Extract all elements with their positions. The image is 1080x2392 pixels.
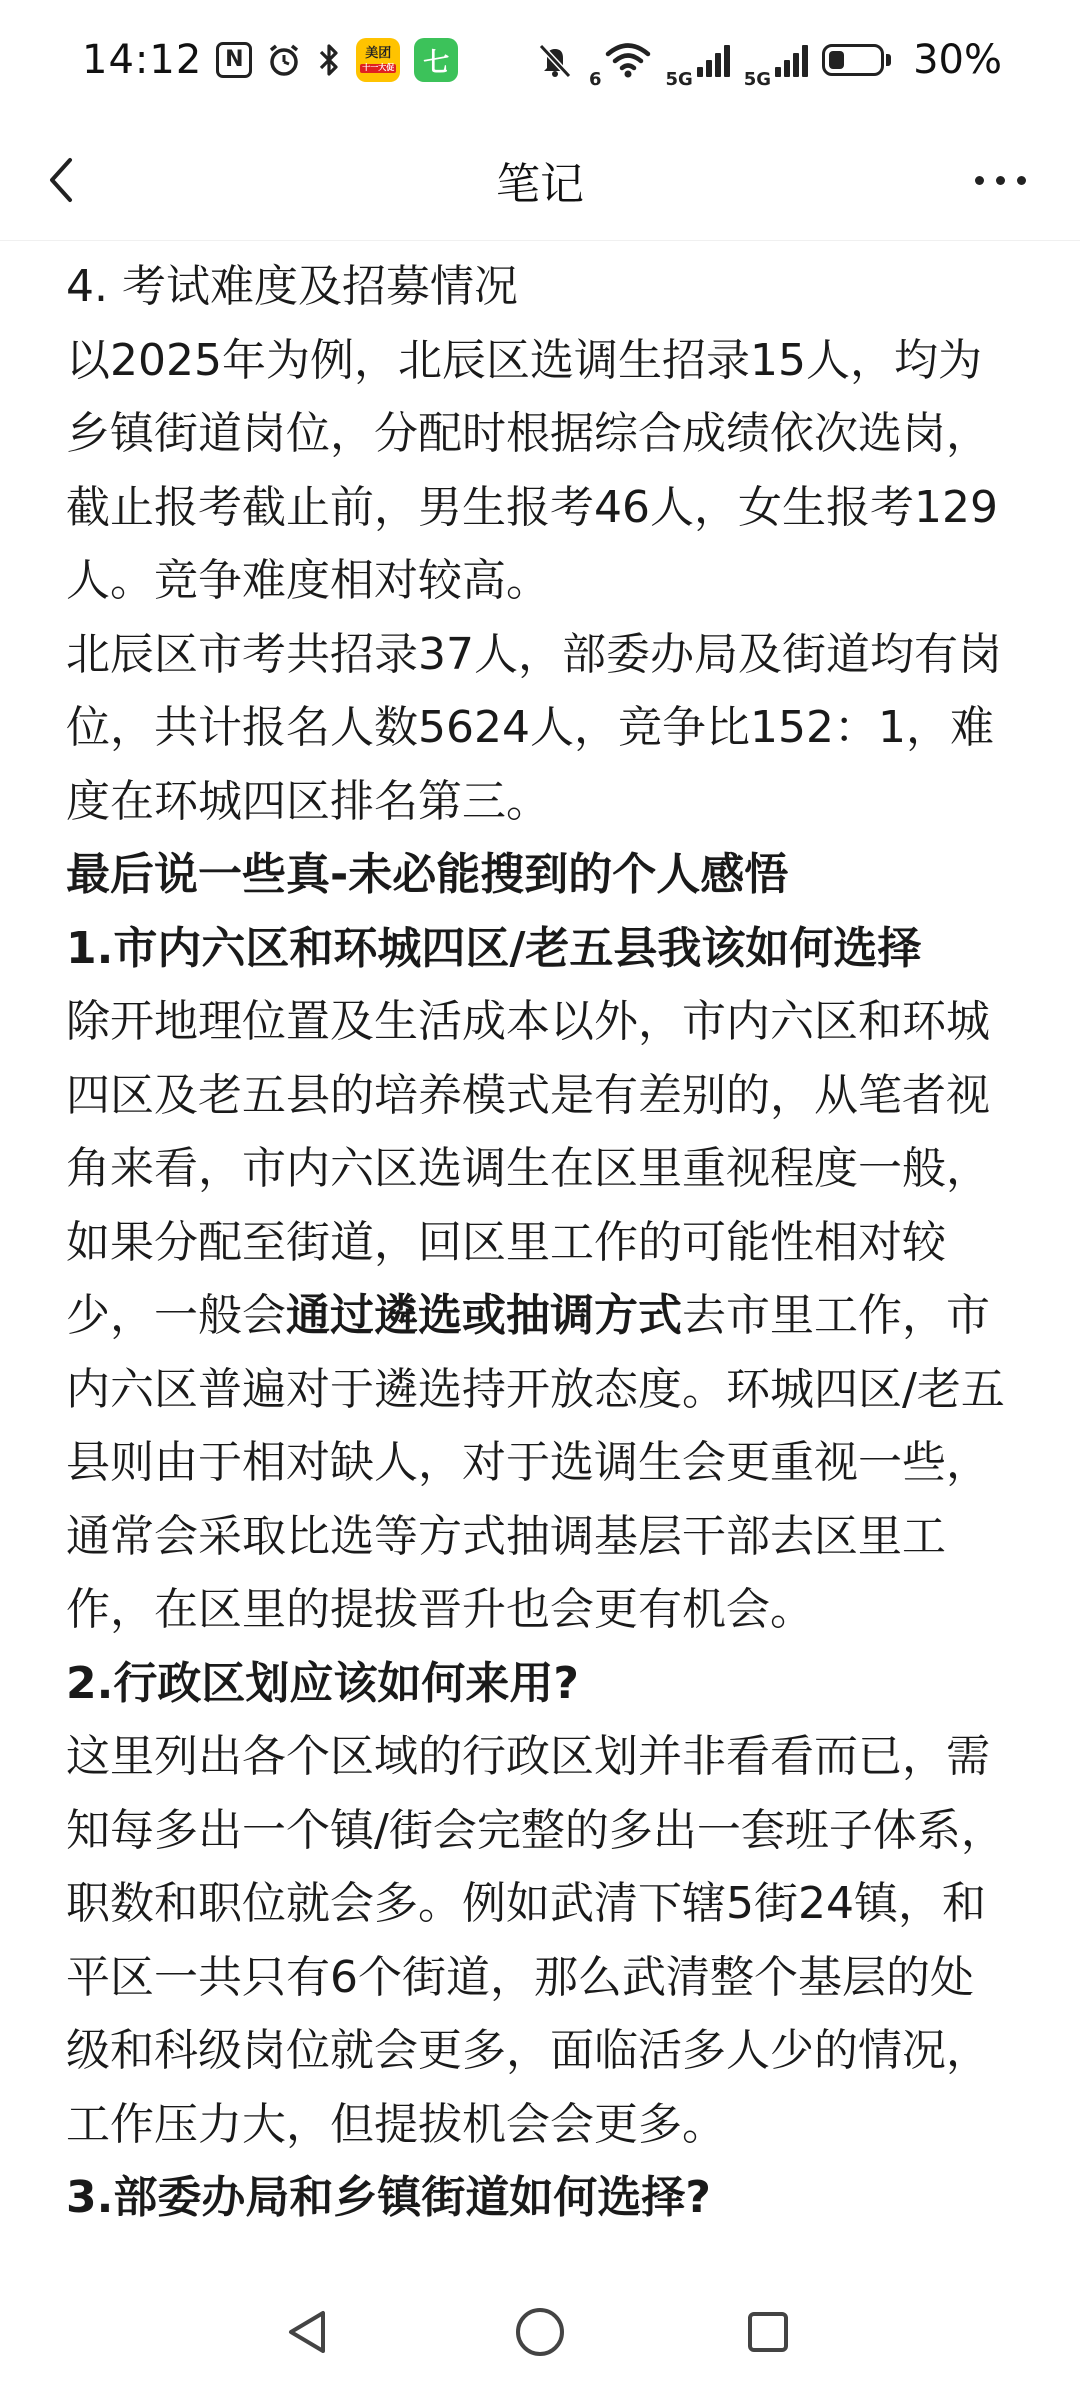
green-app-icon: 七 (414, 38, 458, 82)
paragraph-text-part: 去市里工作，市内六区普遍对于遴选持开放态度。环城四区/老五县则由于相对缺人，对于选调生会更重视一些，通常会采取比选等方式抽调基层干部去区里工作，在区里的提拔晋升也会更有机会。 (66, 1290, 1005, 1635)
back-button[interactable] (30, 148, 94, 212)
nav-recents-button[interactable] (738, 2302, 798, 2362)
chevron-left-icon (42, 154, 82, 206)
sim2-signal-icon (775, 43, 808, 77)
page-title: 笔记 (496, 159, 584, 210)
bluetooth-icon (316, 42, 342, 78)
sim1-signal-icon (697, 43, 730, 77)
nav-back-button[interactable] (278, 2302, 338, 2362)
triangle-back-icon (283, 2307, 333, 2357)
paragraph-text-part: 除开地理位置及生活成本以外，市内六区和环城四区及老五县的培养模式是有差别的，从笔者视角来看，市内六区选调生在区里重视程度一般，如果分配至街道，回区里工作的可能性相对较少，一般会 (66, 996, 990, 1341)
meituan-label: 美团 (365, 46, 392, 62)
meituan-sub-label: 十一大促 (362, 62, 395, 72)
sim1-network-label: 5G (665, 68, 693, 90)
note-content (66, 250, 1016, 2270)
more-dot (996, 176, 1005, 185)
mute-bell-icon (535, 40, 575, 80)
more-dot (975, 176, 984, 185)
nav-home-button[interactable] (510, 2302, 570, 2362)
more-dot (1017, 176, 1026, 185)
wifi-label: 6 (588, 68, 602, 90)
circle-home-icon (512, 2304, 568, 2360)
heading-personal-insights: 最后说一些真-未必能搜到的个人感悟 (66, 849, 789, 900)
system-nav-bar (0, 2272, 1080, 2392)
status-time: 14:12 (82, 37, 203, 83)
square-recents-icon (743, 2307, 793, 2357)
header (0, 120, 1080, 241)
battery-fill (829, 51, 844, 69)
battery-icon (822, 44, 891, 76)
more-button[interactable] (960, 148, 1040, 212)
heading-admin-division: 2.行政区划应该如何来用? (66, 1657, 579, 1709)
emphasis-text: 通过遴选或抽调方式 (286, 1290, 682, 1341)
nfc-icon: N (216, 42, 252, 78)
status-bar (0, 0, 1080, 120)
status-right (535, 31, 1002, 90)
paragraph-city-exam: 北辰区市考共招录37人，部委办局及街道均有岗位，共计报名人数5624人，竞争比152：1，难度在环城四区排名第三。 (66, 628, 1002, 827)
status-left (82, 37, 458, 83)
meituan-app-icon (356, 38, 400, 82)
paragraph-selection-2025: 以2025年为例，北辰区选调生招录15人，均为乡镇街道岗位，分配时根据综合成绩依次选岗，截止报考截止前，男生报考46人，女生报考129人。竞争难度相对较高。 (66, 334, 998, 606)
paragraph-admin-division: 这里列出各个区域的行政区划并非看看而已，需知每多出一个镇/街会完整的多出一套班子体系，职数和职位就会多。例如武清下辖5街24镇，和平区一共只有6个街道，那么武清整个基层的处级和科级岗位就会更多，面临活多人少的情况，工作压力大，但提拔机会会更多。 (66, 1731, 1005, 2150)
sim2-network-label: 5G (743, 68, 772, 90)
heading-district-choice: 1.市内六区和环城四区/老五县我该如何选择 (66, 922, 922, 974)
battery-percent: 30% (913, 37, 1002, 83)
heading-bureau-vs-township: 3.部委办局和乡镇街道如何选择? (66, 2172, 711, 2223)
wifi-icon (605, 41, 651, 79)
alarm-icon (266, 42, 302, 78)
paragraph-district-training (66, 985, 1016, 1647)
section-title-difficulty: 4. 考试难度及招募情况 (66, 261, 518, 312)
